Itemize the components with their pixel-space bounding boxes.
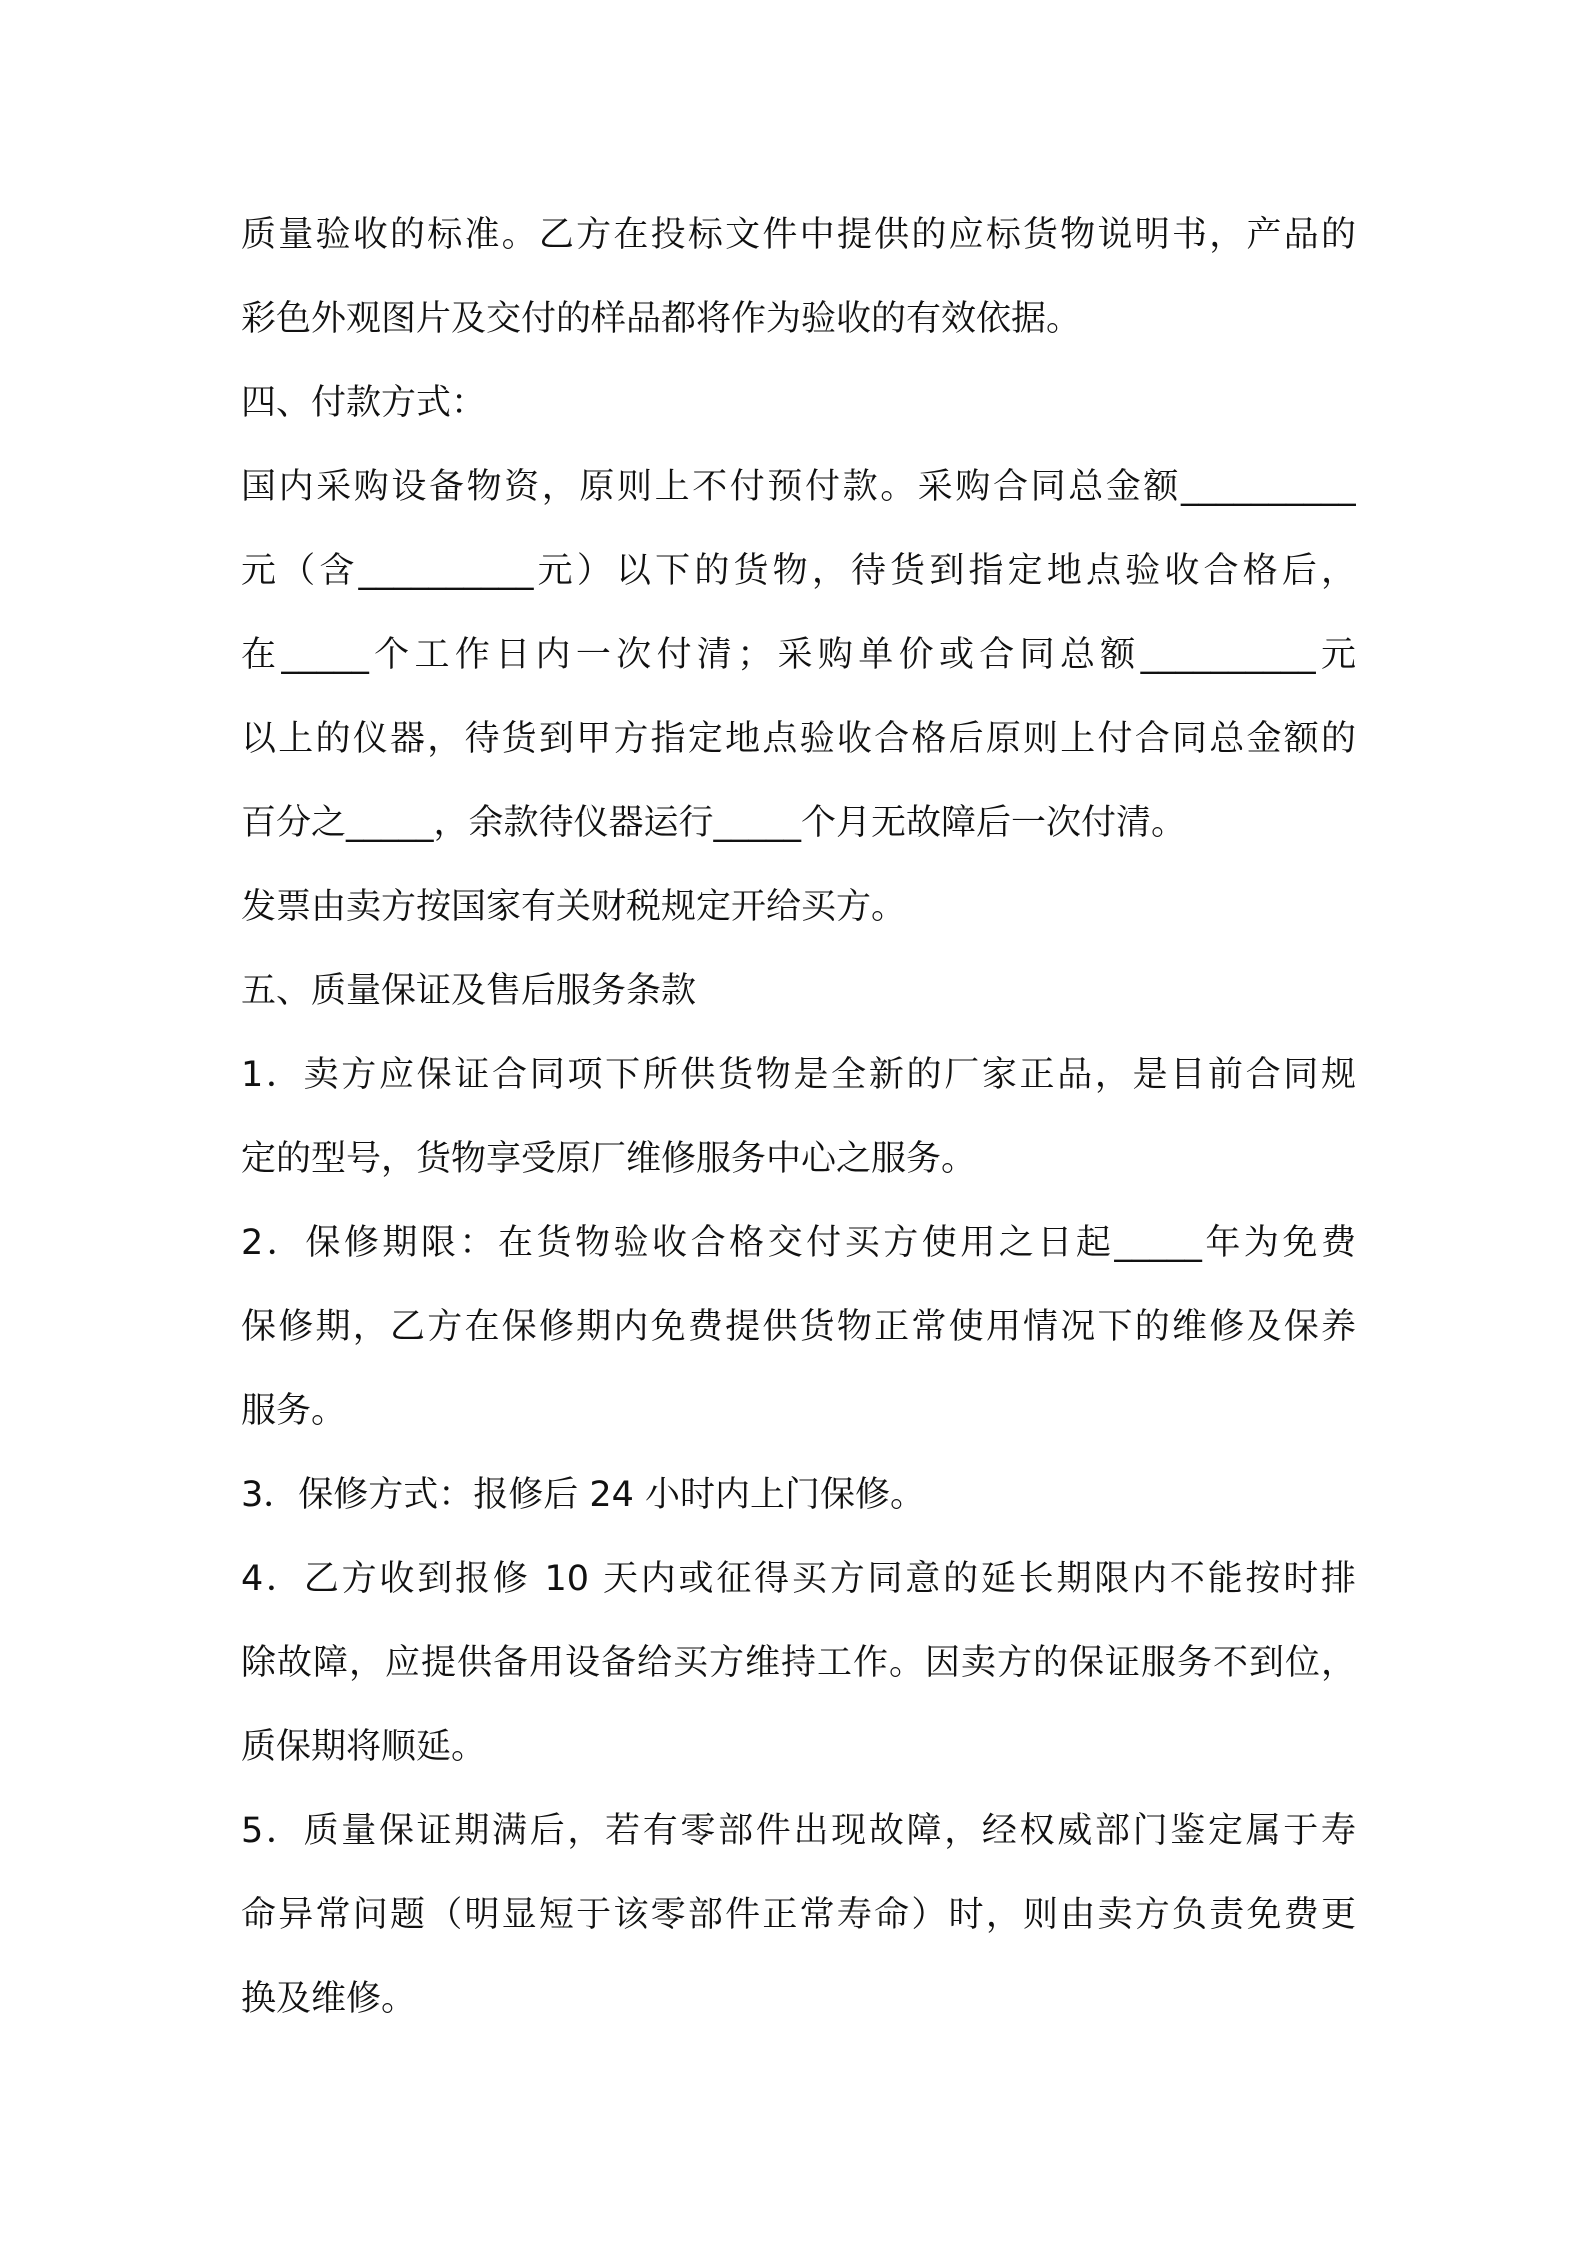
clause-1-line-2: 定的型号，货物享受原厂维修服务中心之服务。 — [241, 1139, 977, 1179]
document-body — [241, 193, 1356, 2041]
clause-5-line-1: 5．质量保证期满后，若有零部件出现故障，经权威部门鉴定属于寿 — [241, 1811, 1356, 1851]
text-line-5: 元（含__________元）以下的货物，待货到指定地点验收合格后， — [241, 551, 1356, 591]
section-heading-payment: 四、付款方式： — [241, 383, 487, 423]
section-heading-warranty: 五、质量保证及售后服务条款 — [241, 971, 697, 1011]
clause-3-line-1: 3．保修方式：报修后 24 小时内上门保修。 — [241, 1475, 926, 1515]
clause-2-line-1: 2．保修期限：在货物验收合格交付买方使用之日起_____年为免费 — [241, 1223, 1356, 1263]
clause-5-line-3: 换及维修。 — [241, 1979, 417, 2019]
text-line-7: 以上的仪器，待货到甲方指定地点验收合格后原则上付合同总金额的 — [241, 719, 1356, 759]
clause-2-line-3: 服务。 — [241, 1391, 347, 1431]
clause-2-line-2: 保修期，乙方在保修期内免费提供货物正常使用情况下的维修及保养 — [241, 1307, 1356, 1347]
text-line-1: 质量验收的标准。乙方在投标文件中提供的应标货物说明书，产品的 — [241, 215, 1356, 255]
clause-1-line-1: 1．卖方应保证合同项下所供货物是全新的厂家正品，是目前合同规 — [241, 1055, 1356, 1095]
clause-5-line-2: 命异常问题（明显短于该零部件正常寿命）时，则由卖方负责免费更 — [241, 1895, 1356, 1935]
text-line-6: 在_____个工作日内一次付清；采购单价或合同总额__________元 — [241, 635, 1356, 675]
text-line-4: 国内采购设备物资，原则上不付预付款。采购合同总金额__________ — [241, 467, 1356, 507]
text-line-8: 百分之_____，余款待仪器运行_____个月无故障后一次付清。 — [241, 803, 1187, 843]
clause-4-line-3: 质保期将顺延。 — [241, 1727, 487, 1767]
text-line-9: 发票由卖方按国家有关财税规定开给买方。 — [241, 887, 907, 927]
clause-4-line-1: 4．乙方收到报修 10 天内或征得买方同意的延长期限内不能按时排 — [241, 1559, 1356, 1599]
text-line-2: 彩色外观图片及交付的样品都将作为验收的有效依据。 — [241, 299, 1082, 339]
clause-4-line-2: 除故障，应提供备用设备给买方维持工作。因卖方的保证服务不到位， — [241, 1643, 1356, 1683]
